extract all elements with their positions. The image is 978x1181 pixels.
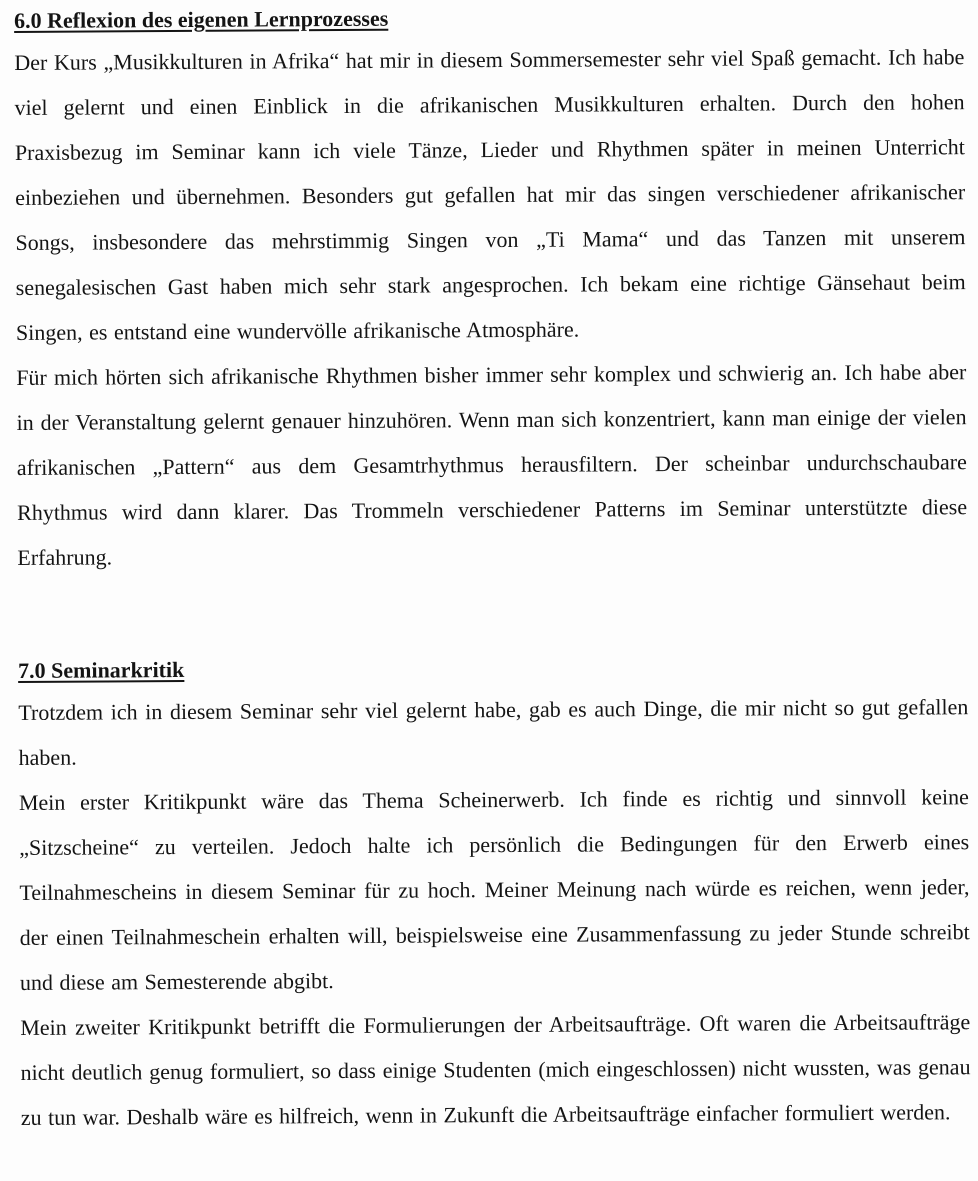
paragraph: Mein erster Kritikpunkt wäre das Thema Scheinerwerb. Ich finde es richtig und sinnvoll keine „Sitzscheine“ zu verteilen. Jedoch halte ich persönlich die Bedingungen für den Erwerb eines Teilnahmescheins in diesem Seminar für zu hoch. Meiner Meinung nach würde es reichen, wenn jeder, der einen Teilnahmeschein erhalten will, beispielsweise eine Zusammenfassung zu jeder Stunde schreibt und diese am Semesterende abgibt. — [18, 784, 970, 995]
section-heading-reflexion: 6.0 Reflexion des eigenen Lernprozesses — [14, 5, 389, 33]
paragraph: Der Kurs „Musikkulturen in Afrika“ hat mir in diesem Sommersemester sehr viel Spaß gemacht. Ich habe viel gelernt und einen Einblick in die afrikanischen Musikkulturen erhalten. Durch den hohen Praxisbezug im Seminar kann ich viele Tänze, Lieder und Rhythmen später in meinen Unterricht einbeziehen und übernehmen. Besonders gut gefallen hat mir das singen verschiedener afrikanischer Songs, insbesondere das mehrstimmig Singen von „Ti Mama“ und das Tanzen mit unserem senegalesischen Gast haben mich sehr stark angesprochen. Ich bekam eine richtige Gänsehaut beim Singen, es entstand eine wundervölle afrikanische Atmosphäre. — [14, 44, 966, 345]
section-heading-seminarkritik: 7.0 Seminarkritik — [18, 656, 185, 683]
paragraph: Trotzdem ich in diesem Seminar sehr viel gelernt habe, gab es auch Dinge, die mir nicht so gut gefallen haben. — [18, 694, 969, 770]
section-reflexion — [14, 0, 967, 580]
paragraph: Für mich hörten sich afrikanische Rhythmen bisher immer sehr komplex und schwierig an. Ich habe aber in der Veranstaltung gelernt genauer hinzuhören. Wenn man sich konzentriert, kann man einige der vielen afrikanischen „Pattern“ aus dem Gesamtrhythmus herausfiltern. Der scheinbar undurchschaubare Rhythmus wird dann klarer. Das Trommeln verschiedener Patterns im Seminar unterstützte diese Erfahrung. — [16, 359, 968, 570]
paragraph: Mein zweiter Kritikpunkt betrifft die Formulierungen der Arbeitsaufträge. Oft waren die Arbeitsaufträge nicht deutlich genug formuliert, so dass einige Studenten (mich eingeschlossen) nicht wussten, was genau zu tun war. Deshalb wäre es hilfreich, wenn in Zukunft die Arbeitsaufträge einfacher formuliert werden. — [20, 1009, 971, 1130]
section-seminarkritik — [18, 650, 971, 1140]
